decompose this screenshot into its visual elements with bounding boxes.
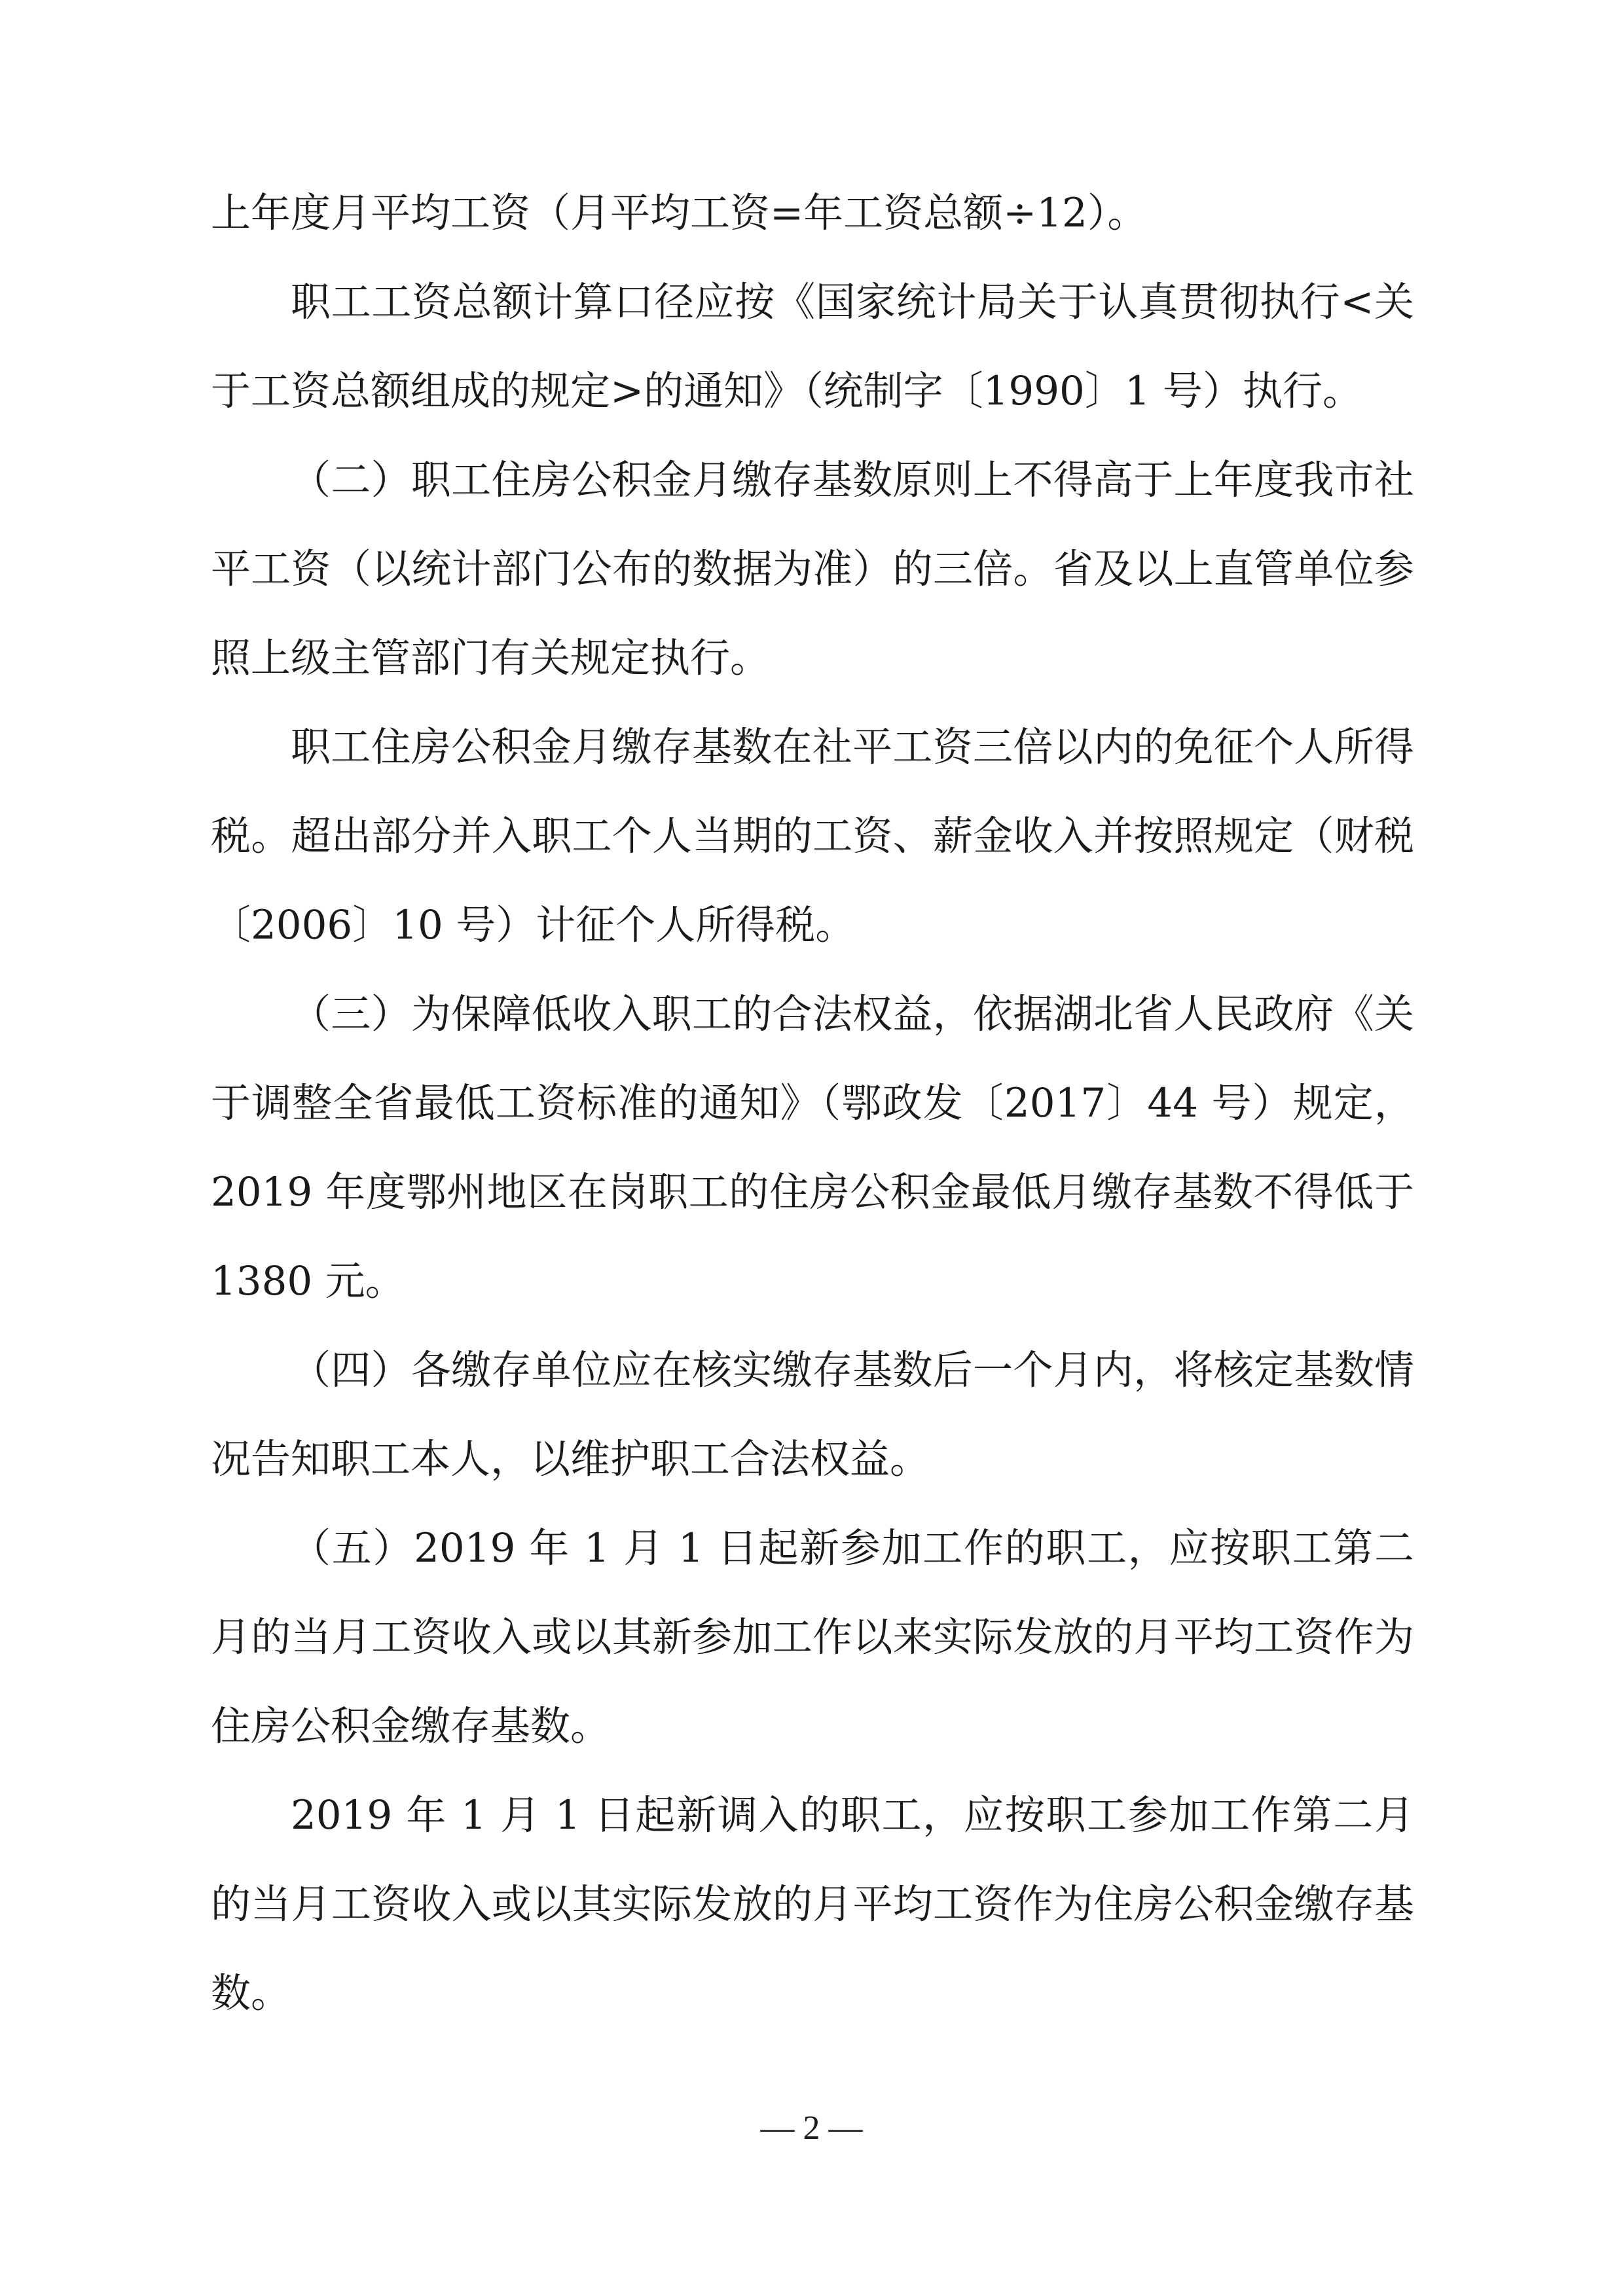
document-body xyxy=(211,169,1414,2038)
paragraph-continuation: 上年度月平均工资（月平均工资=年工资总额÷12）。 xyxy=(211,190,1148,236)
paragraph-item-5-new-employees: （五）2019 年 1 月 1 日起新参加工作的职工，应按职工第二月的当月工资收入或以其新参加工作以来实际发放的月平均工资作为住房公积金缴存基数。 xyxy=(211,1525,1414,1749)
paragraph-item-4-notification: （四）各缴存单位应在核实缴存基数后一个月内，将核定基数情况告知职工本人，以维护职工合法权益。 xyxy=(211,1347,1414,1482)
paragraph-transferred-employees: 2019 年 1 月 1 日起新调入的职工，应按职工参加工作第二月的当月工资收入或以其实际发放的月平均工资作为住房公积金缴存基数。 xyxy=(211,1792,1414,2017)
paragraph-wage-calculation: 职工工资总额计算口径应按《国家统计局关于认真贯彻执行<关于工资总额组成的规定>的通知》（统制字〔1990〕1 号）执行。 xyxy=(211,279,1414,414)
paragraph-tax-exemption: 职工住房公积金月缴存基数在社平工资三倍以内的免征个人所得税。超出部分并入职工个人当期的工资、薪金收入并按照规定（财税〔2006〕10 号）计征个人所得税。 xyxy=(211,724,1414,948)
page-number: — 2 — xyxy=(760,2109,863,2147)
paragraph-item-3-minimum-base: （三）为保障低收入职工的合法权益，依据湖北省人民政府《关于调整全省最低工资标准的通知》（鄂政发〔2017〕44 号）规定，2019 年度鄂州地区在岗职工的住房公积金最低月缴存基数不得低于 1380 元。 xyxy=(211,991,1414,1304)
paragraph-item-2-upper-limit: （二）职工住房公积金月缴存基数原则上不得高于上年度我市社平工资（以统计部门公布的数据为准）的三倍。省及以上直管单位参照上级主管部门有关规定执行。 xyxy=(211,457,1414,681)
